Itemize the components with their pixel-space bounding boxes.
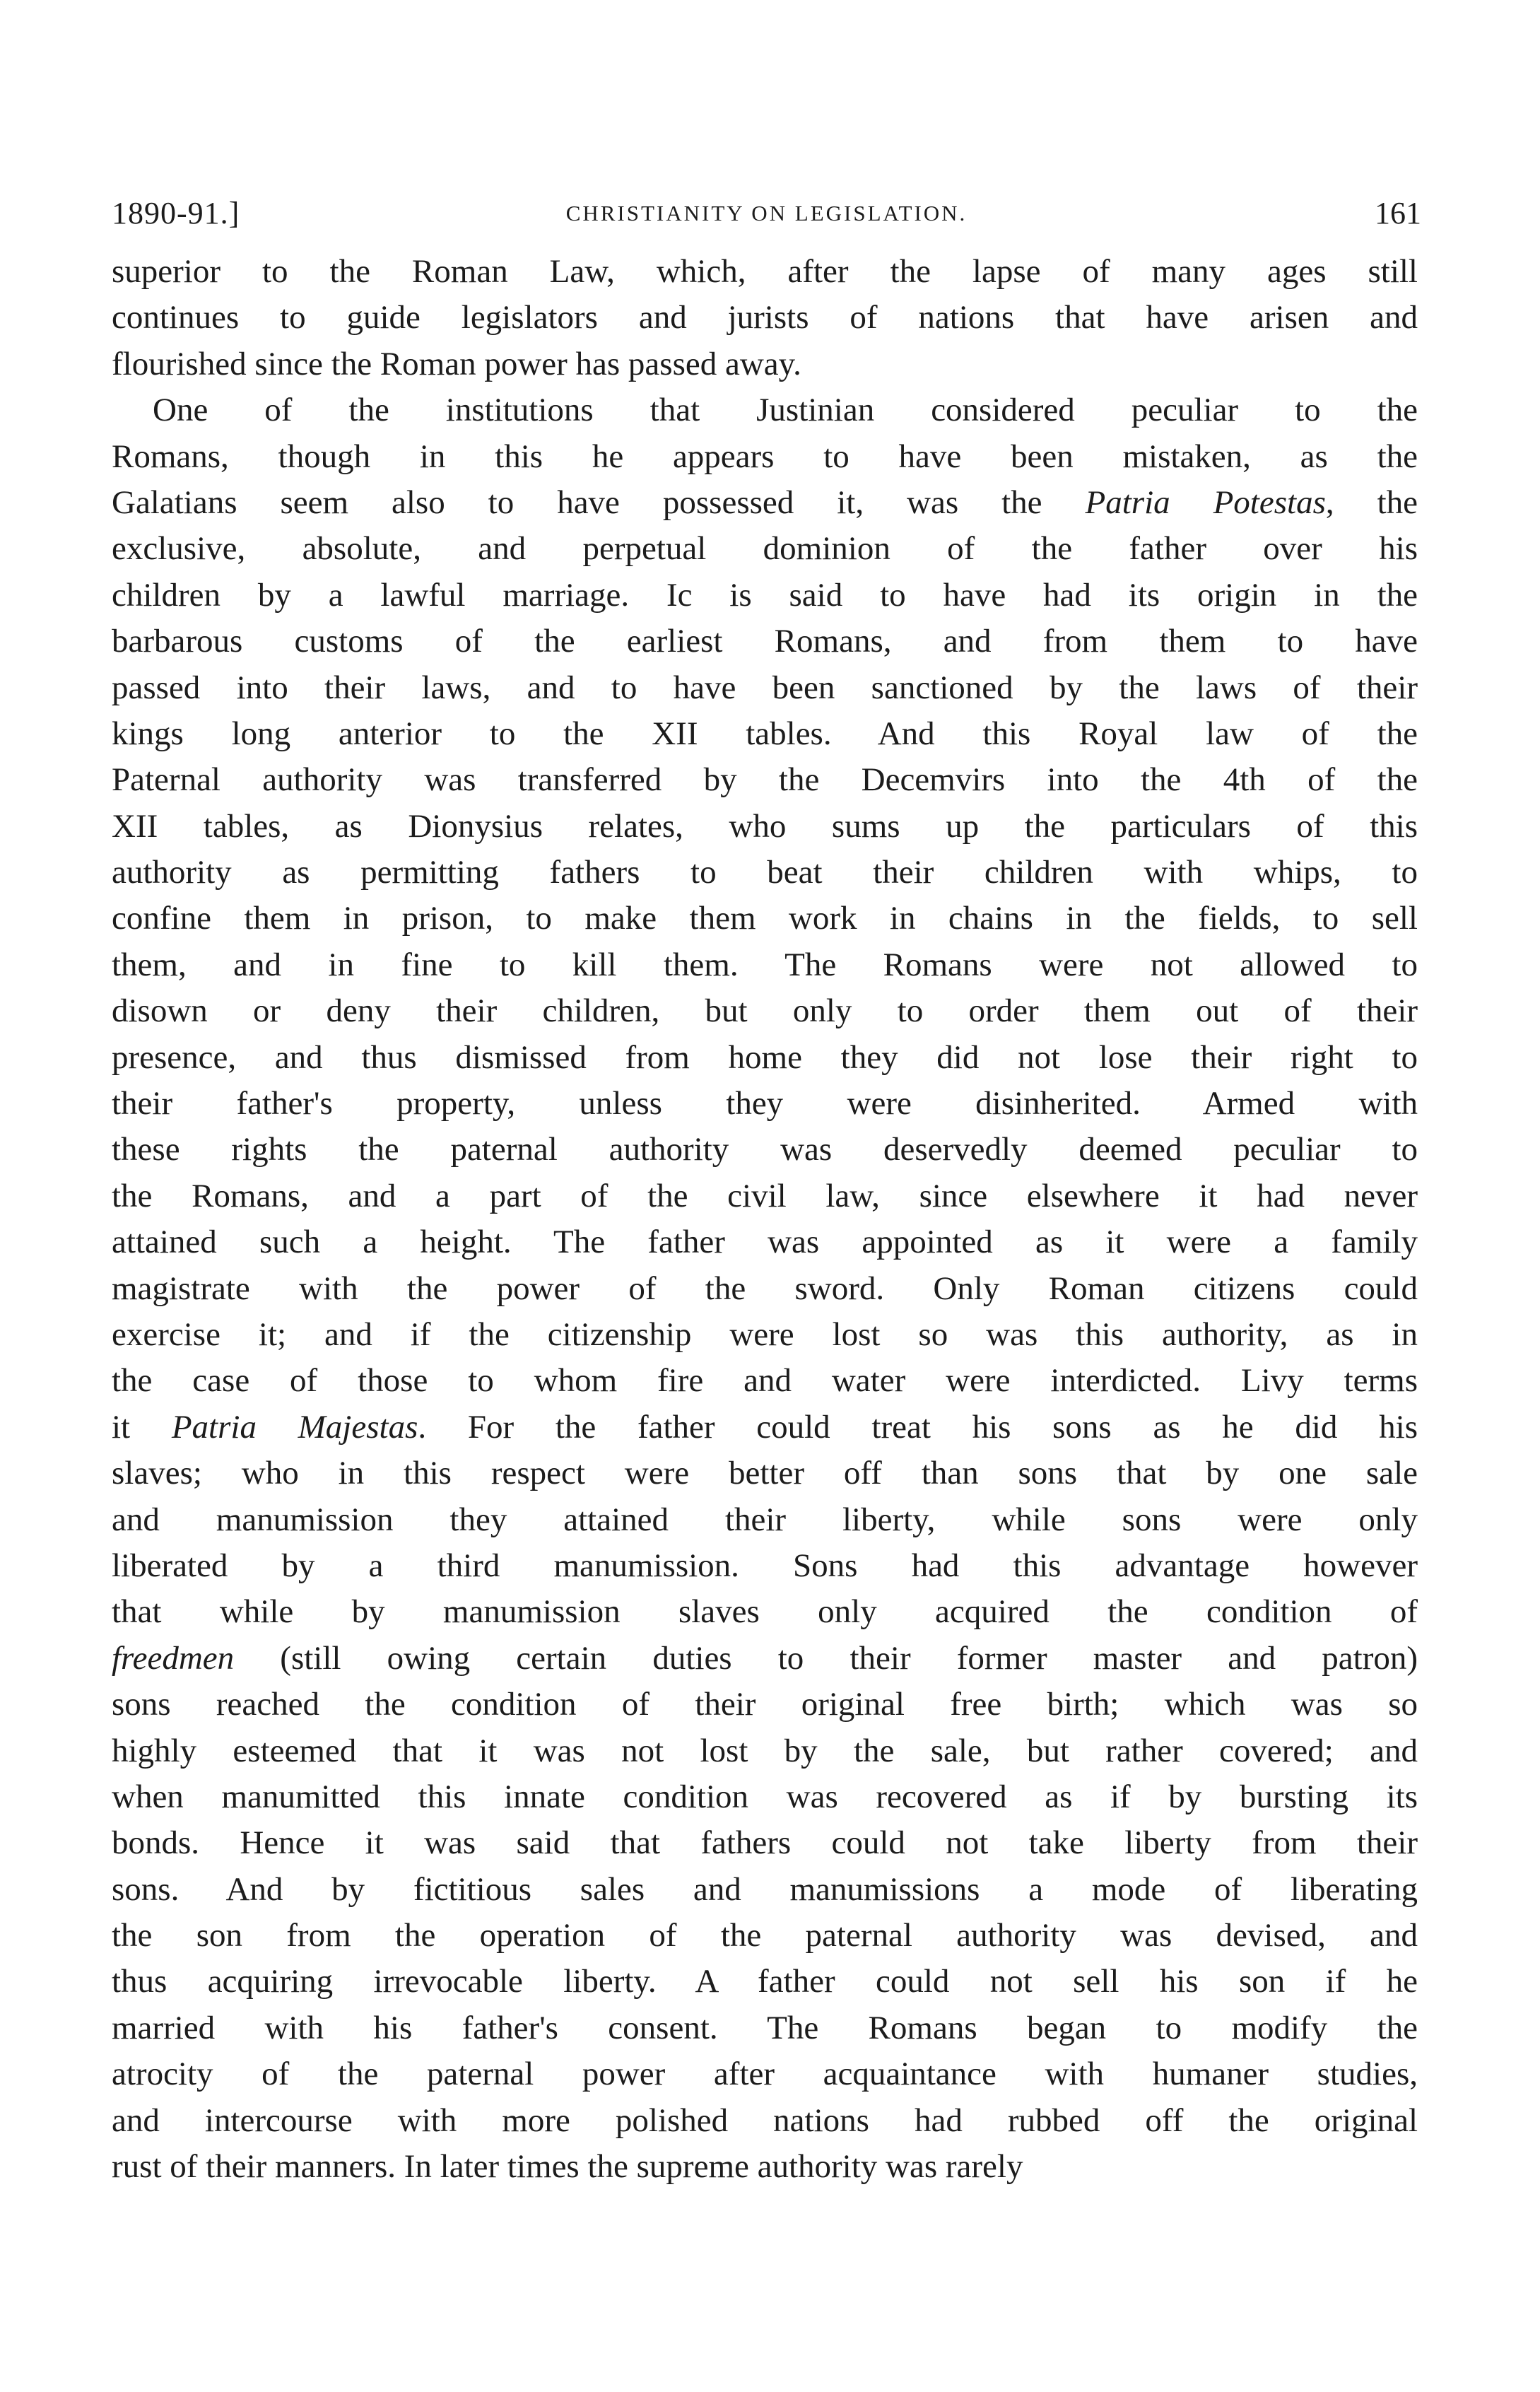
text-segment: (still owing certain duties to their former master and patron)	[234, 1639, 1418, 1677]
running-header	[112, 192, 1421, 235]
text-line: and intercourse with more polished nations had rubbed off the original	[112, 2101, 1418, 2139]
text-line	[112, 1405, 1418, 1450]
text-line: the son from the operation of the paternal authority was devised, and	[112, 1917, 1418, 1954]
text-segment: it	[112, 1408, 172, 1446]
text-segment: , the	[1325, 483, 1418, 521]
text-line: Paternal authority was transferred by the Decemvirs into the 4th of the	[112, 761, 1418, 799]
header-year-range: 1890-91.]	[112, 196, 240, 230]
text-line	[112, 480, 1418, 526]
page-number: 161	[1375, 196, 1421, 230]
body-text	[112, 249, 1418, 2190]
text-line: passed into their laws, and to have been sanctioned by the laws of their	[112, 669, 1418, 706]
italic-term: freedmen	[112, 1639, 235, 1677]
text-line: atrocity of the paternal power after acquaintance with humaner studies,	[112, 2056, 1418, 2093]
text-line: highly esteemed that it was not lost by the sale, but rather covered; and	[112, 1732, 1418, 1769]
text-line: disown or deny their children, but only to order them out of their	[112, 992, 1418, 1030]
text-line: thus acquiring irrevocable liberty. A father could not sell his son if he	[112, 1963, 1418, 2000]
text-line: sons reached the condition of their original free birth; which was so	[112, 1686, 1418, 1723]
text-line: confine them in prison, to make them work in chains in the fields, to sell	[112, 900, 1418, 937]
italic-term: Patria Majestas	[171, 1408, 418, 1446]
text-line: magistrate with the power of the sword. Only Roman citizens could	[112, 1270, 1418, 1307]
text-segment: . For the father could treat his sons as he did his	[418, 1408, 1418, 1446]
text-line: exercise it; and if the citizenship were lost so was this authority, as in	[112, 1315, 1418, 1353]
text-line: kings long anterior to the XII tables. And this Royal law of the	[112, 715, 1418, 752]
text-line: them, and in fine to kill them. The Romans were not allowed to	[112, 946, 1418, 983]
text-line: flourished since the Roman power has passed away.	[112, 345, 801, 382]
italic-term: Patria Potestas	[1085, 483, 1326, 521]
text-line: exclusive, absolute, and perpetual dominion of the father over his	[112, 530, 1418, 568]
text-line: Romans, though in this he appears to have been mistaken, as the	[112, 438, 1418, 475]
text-line: the case of those to whom fire and water were interdicted. Livy terms	[112, 1362, 1418, 1400]
header-title: CHRISTIANITY ON LEGISLATION.	[565, 201, 968, 225]
text-line: One of the institutions that Justinian considered peculiar to the	[153, 392, 1418, 429]
text-line: continues to guide legislators and jurists of nations that have arisen and	[112, 299, 1418, 336]
text-line: that while by manumission slaves only acquired the condition of	[112, 1593, 1418, 1631]
text-line: attained such a height. The father was appointed as it were a family	[112, 1224, 1418, 1261]
text-line: bonds. Hence it was said that fathers could not take liberty from their	[112, 1824, 1418, 1862]
text-line: rust of their manners. In later times the supreme authority was rarely	[112, 2148, 1023, 2186]
text-line: barbarous customs of the earliest Romans, and from them to have	[112, 623, 1418, 660]
text-line: sons. And by fictitious sales and manumissions a mode of liberating	[112, 1870, 1418, 1908]
text-line: superior to the Roman Law, which, after the lapse of many ages still	[112, 253, 1418, 290]
text-line: married with his father's consent. The Romans began to modify the	[112, 2009, 1418, 2046]
text-line: the Romans, and a part of the civil law, since elsewhere it had never	[112, 1177, 1418, 1214]
text-line	[112, 1636, 1418, 1682]
text-line: liberated by a third manumission. Sons had this advantage however	[112, 1547, 1418, 1584]
text-line: XII tables, as Dionysius relates, who sums up the particulars of this	[112, 807, 1418, 845]
text-line: these rights the paternal authority was deservedly deemed peculiar to	[112, 1131, 1418, 1168]
text-line: and manumission they attained their liberty, while sons were only	[112, 1501, 1418, 1538]
text-line: when manumitted this innate condition was recovered as if by bursting its	[112, 1778, 1418, 1815]
text-line: slaves; who in this respect were better off than sons that by one sale	[112, 1455, 1418, 1492]
text-line: children by a lawful marriage. Ic is said to have had its origin in the	[112, 576, 1418, 614]
text-line: presence, and thus dismissed from home they did not lose their right to	[112, 1038, 1418, 1076]
text-segment: Galatians seem also to have possessed it, was the	[112, 483, 1086, 521]
text-line: authority as permitting fathers to beat their children with whips, to	[112, 854, 1418, 891]
text-line: their father's property, unless they were disinherited. Armed with	[112, 1085, 1418, 1122]
